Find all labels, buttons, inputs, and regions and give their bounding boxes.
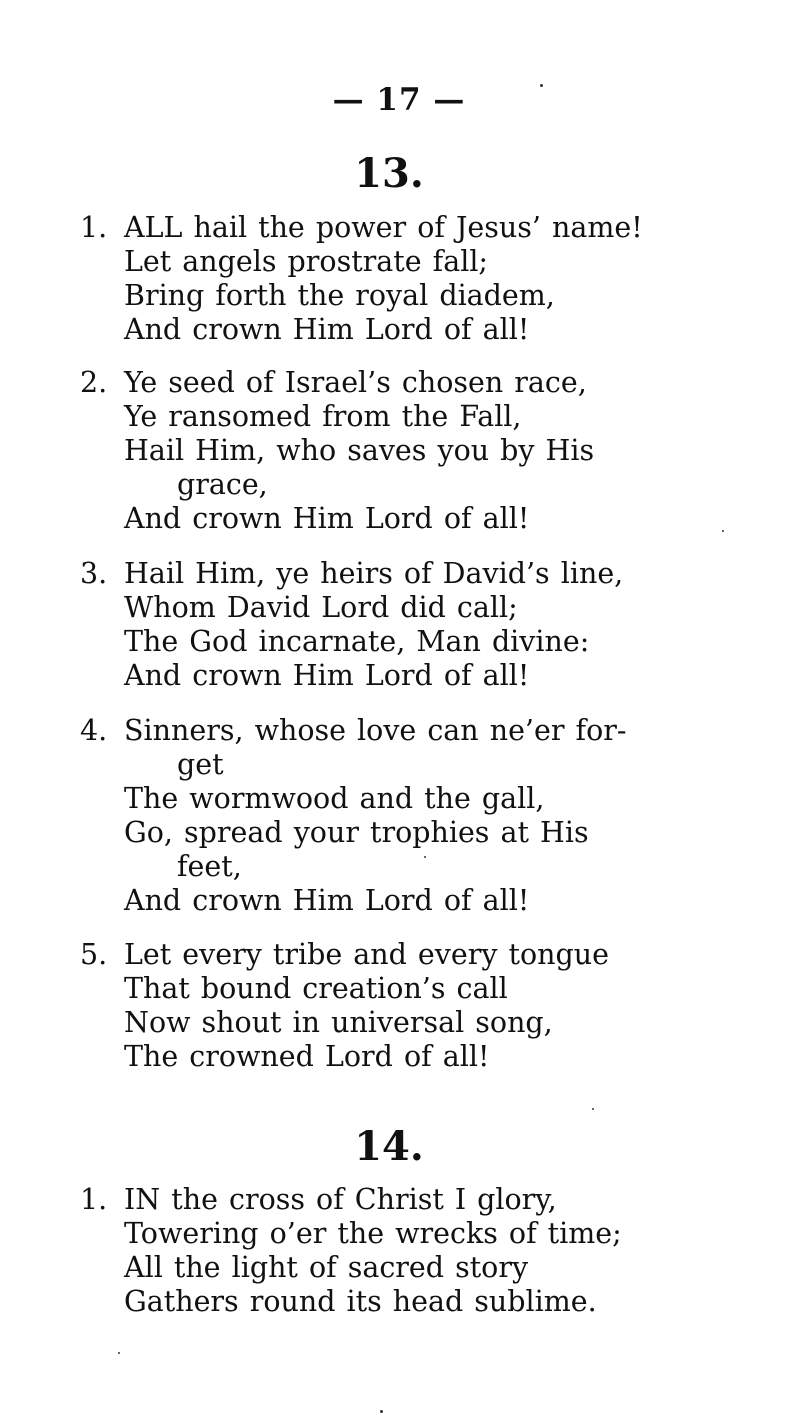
verse-line: And crown Him Lord of all! <box>124 659 530 692</box>
verse-line: Ye ransomed from the Fall, <box>124 400 522 433</box>
verse-line: The God incarnate, Man divine: <box>124 625 590 658</box>
scan-speck <box>380 1410 383 1413</box>
verse-line: feet, <box>177 850 242 883</box>
scan-noise <box>40 1412 300 1418</box>
hymn-number: 13. <box>354 150 424 197</box>
scan-speck <box>722 530 724 532</box>
verse-number: 3. <box>80 557 108 590</box>
verse <box>80 557 700 693</box>
scan-speck <box>540 84 543 87</box>
verse-line: Let every tribe and every tongue <box>124 938 609 971</box>
verse-number: 2. <box>80 366 108 399</box>
verse <box>80 1183 700 1319</box>
verse-line: And crown Him Lord of all! <box>124 502 530 535</box>
verse-line: Whom David Lord did call; <box>124 591 518 624</box>
verse-number: 5. <box>80 938 108 971</box>
verse-line: The crowned Lord of all! <box>124 1040 490 1073</box>
verse-line: Go, spread your trophies at His <box>124 816 589 849</box>
verse-line: Sinners, whose love can ne’er for- <box>124 714 627 747</box>
page-number: — 17 — <box>332 82 466 118</box>
verse-line: Hail Him, who saves you by His <box>124 434 595 467</box>
verse-line: And crown Him Lord of all! <box>124 313 530 346</box>
verse-line: ALL hail the power of Jesus’ name! <box>124 211 643 244</box>
verse-line: Bring forth the royal diadem, <box>124 279 555 312</box>
verse-line: Now shout in universal song, <box>124 1006 553 1039</box>
verse-line: The wormwood and the gall, <box>124 782 545 815</box>
verse-number: 4. <box>80 714 108 747</box>
verse <box>80 366 700 536</box>
verse <box>80 938 700 1074</box>
verse-line: Let angels prostrate fall; <box>124 245 489 278</box>
verse-line: And crown Him Lord of all! <box>124 884 530 917</box>
scan-speck <box>118 1352 120 1354</box>
verse-line: get <box>177 748 224 781</box>
scan-speck <box>424 856 426 858</box>
verse <box>80 714 700 918</box>
verse-line: Ye seed of Israel’s chosen race, <box>124 366 587 399</box>
verse-line: Hail Him, ye heirs of David’s line, <box>124 557 624 590</box>
verse-line: That bound creation’s call <box>124 972 508 1005</box>
hymn-number: 14. <box>354 1123 424 1170</box>
verse-line: grace, <box>177 468 268 501</box>
verse <box>80 211 700 347</box>
verse-line: Towering o’er the wrecks of time; <box>124 1217 622 1250</box>
verse-line: Gathers round its head sublime. <box>124 1285 597 1318</box>
verse-number: 1. <box>80 1183 108 1216</box>
scan-speck <box>592 1108 594 1110</box>
verse-line: IN the cross of Christ I glory, <box>124 1183 557 1216</box>
verse-number: 1. <box>80 211 108 244</box>
verse-line: All the light of sacred story <box>124 1251 529 1284</box>
